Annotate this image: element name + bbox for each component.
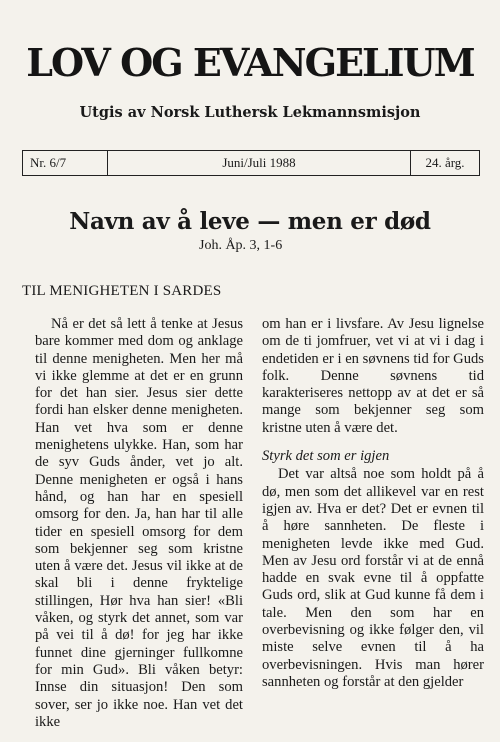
issue-number: Nr. 6/7: [23, 151, 108, 175]
paragraph: om han er i livsfare. Av Jesu lignelse om de ti jomfruer, vet vi at vi i dag i endetiden er i en søvnens tid for Guds folk. Denne søvnens tid karakteriseres nettopp av at det er så mange som bekjenner seg som kristne uten å være det.: [262, 316, 484, 436]
bible-reference: Joh. Åp. 3, 1-6: [199, 238, 283, 253]
article-column-left: [35, 316, 243, 731]
masthead-title: LOV OG EVANGELIUM: [26, 40, 474, 85]
article-headline: Navn av å leve — men er død: [69, 208, 431, 235]
section-heading: TIL MENIGHETEN I SARDES: [22, 283, 222, 299]
paragraph: Nå er det så lett å tenke at Jesus bare kommer med dom og anklage til denne menigheten. Men her må vi ikke glemme at det er en grunn for det han sier. Jesus sier dette fordi han elsker denne menigheten. Han vet hva som er denne menighetens ulykke. Han, som har de syv Guds ånder, vet jo alt. Denne menigheten er også i hans hånd, og han har en spesiell omsorg for den. Ja, han har til alle tider en spesiell omsorg for dem som bekjenner seg som kristne uten å være det. Jesus vil ikke at de skal bli i denne fryktelige stillingen, Hør hva han sier! «Bli våken, og styrk det annet, som var på vei til å dø! for jeg har ikke funnet dine gjerninger fullkomne for min Gud». Bli våken betyr: Innse din situasjon! Den som sover, ser jo ikke noe. Han vet det ikke: [35, 316, 243, 730]
issue-info-bar: [22, 150, 480, 176]
paragraph: Det var altså noe som holdt på å dø, men som det allikevel var en rest igjen av. Hva er det? Det er evnen til å høre sannheten. De fleste i menigheten levde ikke med Gud. Men av Jesu ord forstår vi at de ennå hadde en svak evne til å oppfatte Guds ord, slik at Gud kunne få dem i tale. Men den som har en overbevisning og ikke følger den, vil miste selve evnen til å ha overbevisningen. Hvis man hører sannheten og forstår at den gjelder: [262, 466, 484, 690]
issue-date: Juni/Juli 1988: [108, 151, 411, 175]
volume-year: 24. årg.: [425, 155, 465, 170]
article-column-right: [262, 316, 484, 691]
masthead-subtitle: Utgis av Norsk Luthersk Lekmannsmisjon: [79, 104, 421, 121]
subheading: Styrk det som er igjen: [262, 448, 390, 465]
